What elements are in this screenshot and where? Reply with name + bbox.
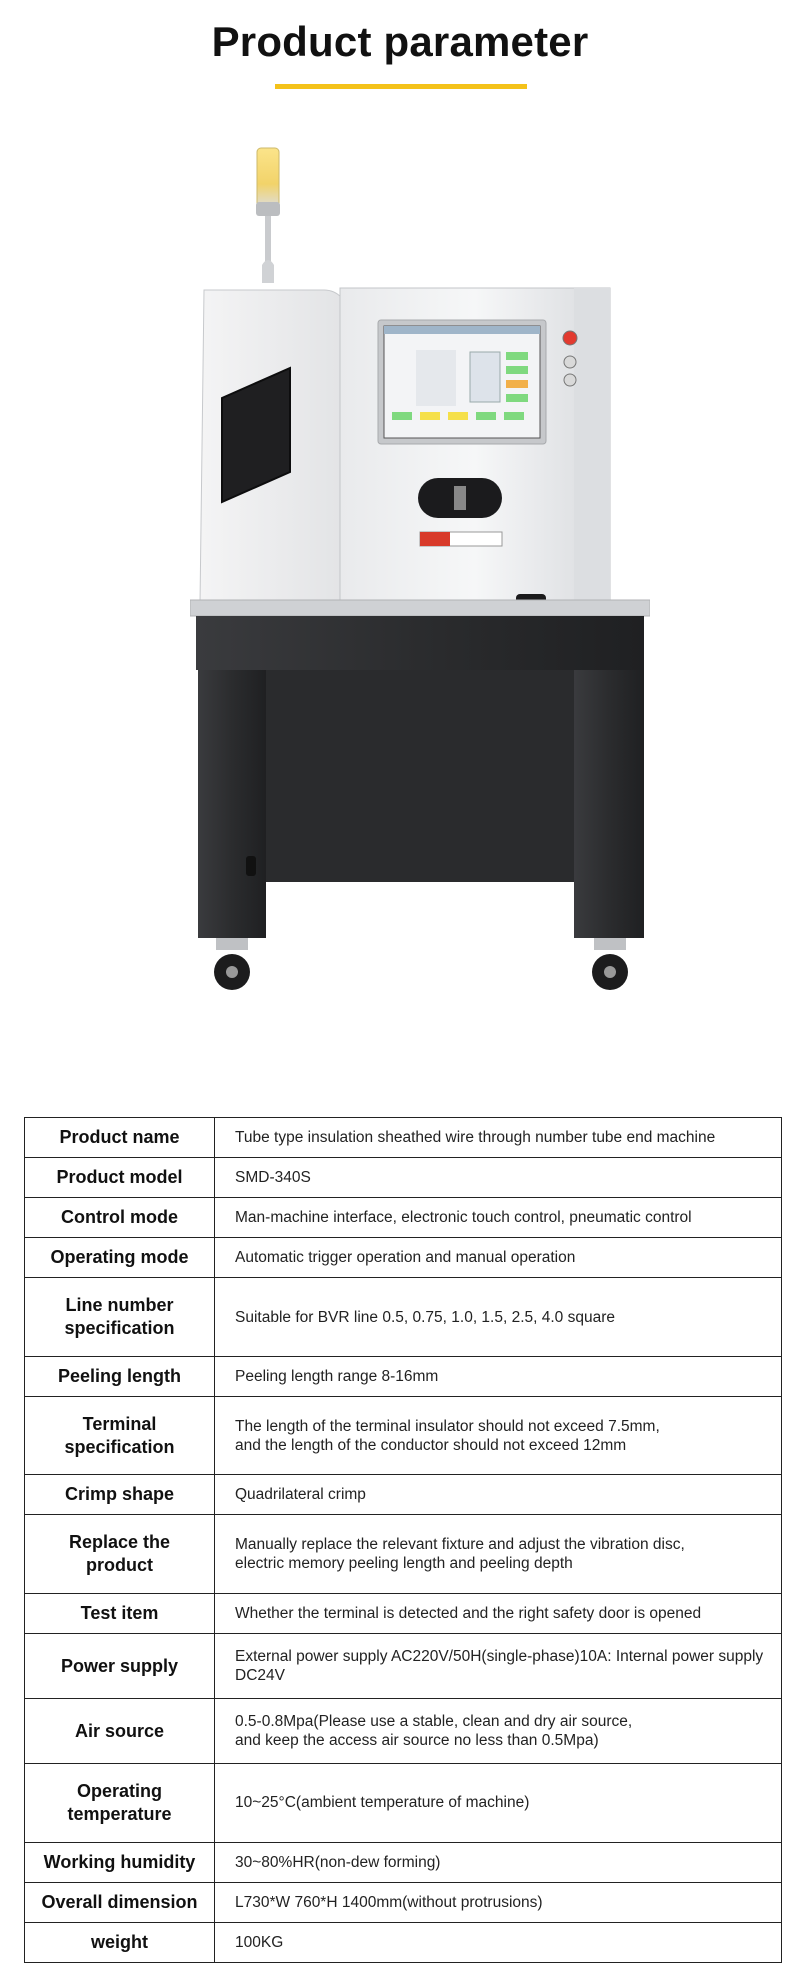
- spec-value: Whether the terminal is detected and the right safety door is opened: [215, 1593, 782, 1633]
- caster-left: [214, 938, 250, 990]
- spec-key: Product name: [25, 1118, 215, 1158]
- spec-key: Crimp shape: [25, 1475, 215, 1515]
- table-row: [25, 1158, 782, 1198]
- table-row: [25, 1198, 782, 1238]
- spec-key: Power supply: [25, 1634, 215, 1699]
- touch-screen: [378, 320, 546, 444]
- signal-lamp: [256, 148, 280, 283]
- spec-value: 30~80%HR(non-dew forming): [215, 1842, 782, 1882]
- spec-value: Suitable for BVR line 0.5, 0.75, 1.0, 1.5, 2.5, 4.0 square: [215, 1278, 782, 1356]
- table-row: [25, 1842, 782, 1882]
- spec-value: SMD-340S: [215, 1158, 782, 1198]
- spec-key: Peeling length: [25, 1356, 215, 1396]
- table-row: [25, 1278, 782, 1356]
- page-title: Product parameter: [211, 18, 589, 65]
- spec-key: Working humidity: [25, 1842, 215, 1882]
- spec-value: Peeling length range 8-16mm: [215, 1356, 782, 1396]
- table-row: [25, 1634, 782, 1699]
- spec-value: External power supply AC220V/50H(single-phase)10A: Internal power supply DC24V: [215, 1634, 782, 1699]
- title-underline: [275, 84, 527, 89]
- table-row: [25, 1356, 782, 1396]
- table-row: [25, 1118, 782, 1158]
- spec-value: 100KG: [215, 1922, 782, 1962]
- spec-key: Product model: [25, 1158, 215, 1198]
- spec-key: Test item: [25, 1593, 215, 1633]
- spec-value: L730*W 760*H 1400mm(without protrusions): [215, 1882, 782, 1922]
- spec-key: Operating mode: [25, 1238, 215, 1278]
- spec-key: Overall dimension: [25, 1882, 215, 1922]
- table-row: [25, 1764, 782, 1842]
- spec-value: Manually replace the relevant fixture and adjust the vibration disc, electric memory peeling length and peeling depth: [215, 1515, 782, 1593]
- spec-key: Line number specification: [25, 1278, 215, 1356]
- table-row: [25, 1593, 782, 1633]
- spec-value: Man-machine interface, electronic touch control, pneumatic control: [215, 1198, 782, 1238]
- spec-value: 10~25°C(ambient temperature of machine): [215, 1764, 782, 1842]
- product-photo: [190, 140, 650, 1060]
- spec-value: Automatic trigger operation and manual operation: [215, 1238, 782, 1278]
- spec-value: 0.5-0.8Mpa(Please use a stable, clean and dry air source, and keep the access air source no less than 0.5Mpa): [215, 1699, 782, 1764]
- spec-key: Operating temperature: [25, 1764, 215, 1842]
- spec-key: Replace the product: [25, 1515, 215, 1593]
- caster-right: [592, 938, 628, 990]
- table-row: [25, 1515, 782, 1593]
- table-row: [25, 1238, 782, 1278]
- emergency-button: [563, 331, 577, 345]
- spec-key: Terminal specification: [25, 1396, 215, 1474]
- spec-value: Quadrilateral crimp: [215, 1475, 782, 1515]
- spec-table: [24, 1117, 782, 1963]
- spec-key: Air source: [25, 1699, 215, 1764]
- table-row: [25, 1699, 782, 1764]
- spec-key: Control mode: [25, 1198, 215, 1238]
- table-row: [25, 1475, 782, 1515]
- spec-value: Tube type insulation sheathed wire through number tube end machine: [215, 1118, 782, 1158]
- table-row: [25, 1922, 782, 1962]
- table-row: [25, 1396, 782, 1474]
- spec-key: weight: [25, 1922, 215, 1962]
- spec-value: The length of the terminal insulator should not exceed 7.5mm, and the length of the conductor should not exceed 12mm: [215, 1396, 782, 1474]
- table-row: [25, 1882, 782, 1922]
